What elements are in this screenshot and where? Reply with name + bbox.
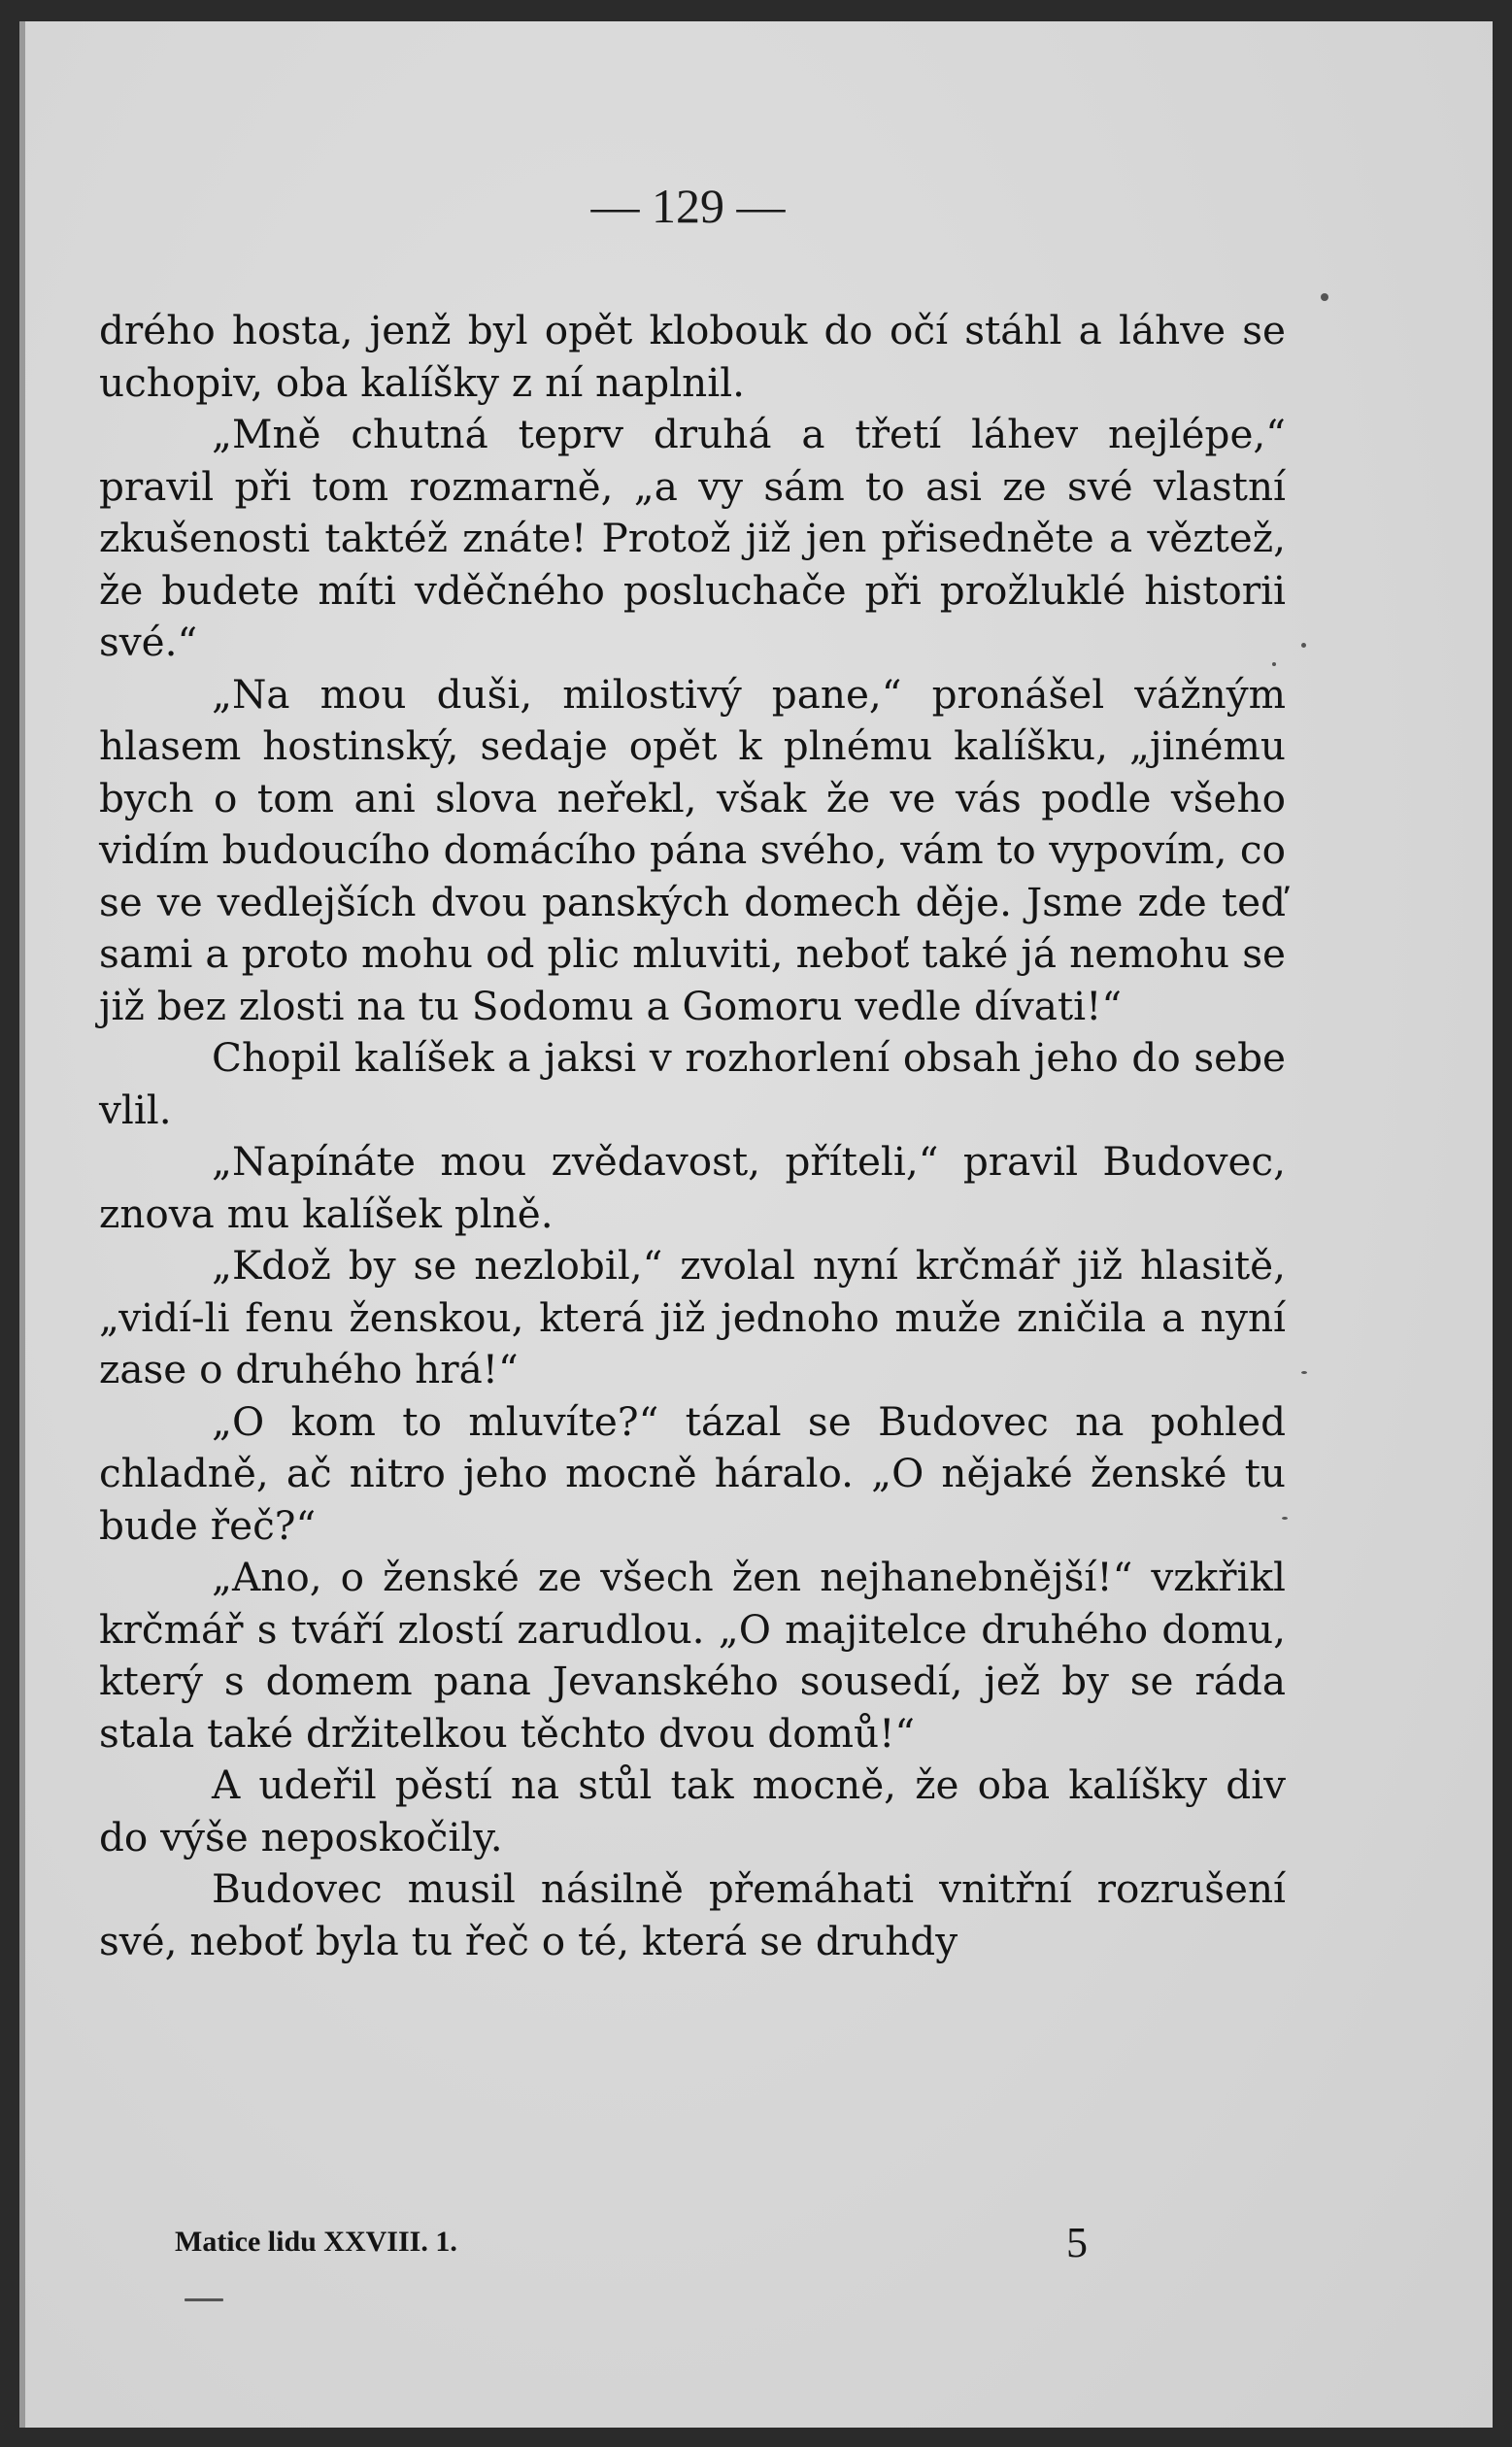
page-number: — 129 — [590, 179, 786, 233]
scan-speck [1301, 1371, 1307, 1374]
scan-speck [1321, 293, 1328, 301]
page-footer [175, 2218, 1272, 2266]
paragraph: „Mně chutná teprv druhá a třetí láhev nejlépe,“ pravil při tom rozmarně, „a vy sám to asi ze své vlastní zkušenosti taktéž znáte! Protož již jen přisedněte a věztež, že budete míti vděčného posluchače při prožluklé historii své.“ [99, 411, 1286, 665]
page-edge [19, 21, 25, 2428]
scan-speck [1301, 643, 1306, 648]
body-text [99, 305, 1286, 1967]
paragraph: „Kdož by se nezlobil,“ zvolal nyní krčmář již hlasitě, „vidí-li fenu ženskou, která již jednoho muže zničila a nyní zase o druhého hrá!“ [99, 1242, 1286, 1392]
paragraph: A udeřil pěstí na stůl tak mocně, že oba kalíšky div do výše neposkočily. [99, 1761, 1286, 1860]
scan-speck [1282, 1517, 1288, 1520]
paragraph: „Napínáte mou zvědavost, příteli,“ pravil Budovec, znova mu kalíšek plně. [99, 1138, 1286, 1237]
sheet-mark: 5 [1066, 2219, 1088, 2266]
paragraph: „Na mou duši, milostivý pane,“ pronášel vážným hlasem hostinský, sedaje opět k plnému kalíšku, „jinému bych o tom ani slova neřekl, však že ve vás podle všeho vidím budoucího domácího pána svého, vám to vypovím, co se ve vedlejších dvou panských domech děje. Jsme zde teď sami a proto mohu od plic mluviti, neboť také já nemohu se již bez zlosti na tu Sodomu a Gomoru vedle dívati!“ [99, 670, 1286, 1029]
scan-speck [1272, 662, 1276, 666]
book-page [19, 21, 1493, 2428]
paragraph: Chopil kalíšek a jaksi v rozhorlení obsah jeho do sebe vlil. [99, 1034, 1286, 1133]
scan-speck [185, 2298, 223, 2301]
paragraph: drého hosta, jenž byl opět klobouk do očí stáhl a láhve se uchopiv, oba kalíšky z ní naplnil. [99, 307, 1286, 406]
paragraph: „Ano, o ženské ze všech žen nejhanebnější!“ vzkřikl krčmář s tváří zlostí zarudlou. „O majitelce druhého domu, který s domem pana Jevanského sousedí, jež by se ráda stala také držitelkou těchto dvou domů!“ [99, 1554, 1286, 1757]
paragraph: Budovec musil násilně přemáhati vnitřní rozrušení své, neboť byla tu řeč o té, která se druhdy [99, 1865, 1286, 1964]
paragraph: „O kom to mluvíte?“ tázal se Budovec na pohled chladně, ač nitro jeho mocně háralo. „O nějaké ženské tu bude řeč?“ [99, 1397, 1286, 1549]
printer-signature: Matice lidu XXVIII. 1. [175, 2226, 457, 2258]
